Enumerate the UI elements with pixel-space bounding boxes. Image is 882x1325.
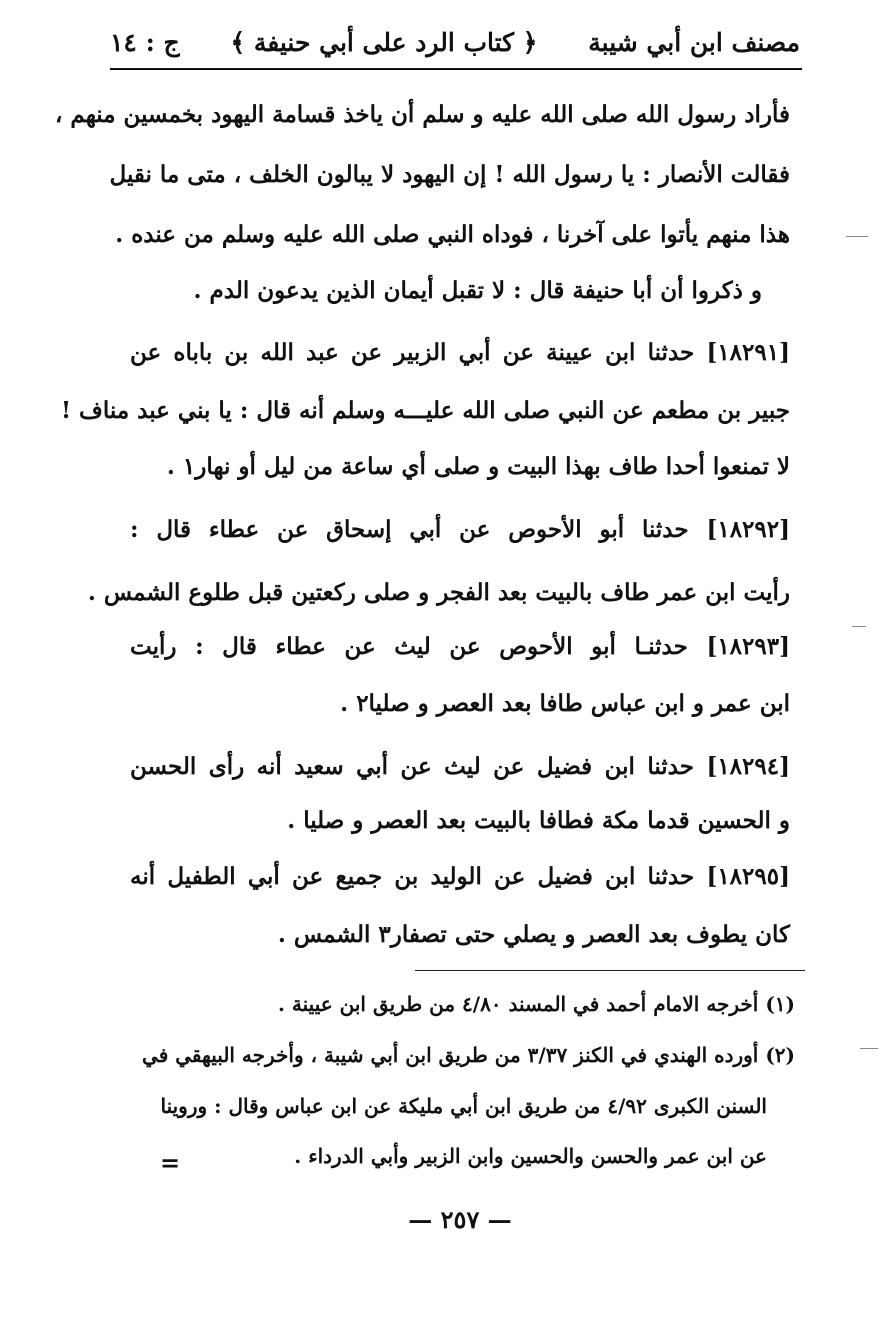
footnote-line: السنن الكبرى ٤/٩٢ من طريق ابن أبي مليكة عن ابن عباس وقال : وروينا xyxy=(160,1094,767,1118)
book-title: مصنف ابن أبي شيبة xyxy=(588,27,800,57)
chapter-title: ﴿ كتاب الرد على أبي حنيفة ﴾ xyxy=(230,27,538,57)
scan-mark xyxy=(852,626,866,627)
hadith-number: [١٨٢٩٥] xyxy=(706,863,790,890)
hadith-line xyxy=(130,326,790,380)
body-line: فقالت الأنصار : يا رسول الله ! إن اليهود لا يبالون الخلف ، متى ما نقيل xyxy=(109,161,790,188)
body-line: ابن عمر و ابن عباس طافا بعد العصر و صليا٢ . xyxy=(340,690,790,717)
hadith-number: [١٨٢٩٤] xyxy=(706,753,790,780)
hadith-text: حدثنا ابن عيينة عن أبي الزبير عن عبد الله بن باباه عن xyxy=(130,339,695,366)
hadith-number: [١٨٢٩٢] xyxy=(706,516,791,543)
page-header xyxy=(110,18,800,66)
body-line: هذا منهم يأتوا على آخرنا ، فوداه النبي صلى الله عليه وسلم من عنده . xyxy=(115,221,790,248)
hadith-text: حدثنا ابن فضيل عن الوليد بن جميع عن أبي الطفيل أنه xyxy=(130,863,695,890)
footnote-line: عن ابن عمر والحسن والحسين وابن الزبير وأبي الدرداء . xyxy=(294,1144,767,1168)
footnote-line: (١) أخرجه الامام أحمد في المسند ٤/٨٠ من طريق ابن عيينة . xyxy=(277,992,795,1016)
footnote-rule xyxy=(415,970,805,971)
body-line: و ذكروا أن أبا حنيفة قال : لا تقبل أيمان الذين يدعون الدم . xyxy=(193,277,762,304)
body-line: رأيت ابن عمر طاف بالبيت بعد الفجر و صلى ركعتين قبل طلوع الشمس . xyxy=(87,579,790,606)
header-rule xyxy=(110,68,802,70)
hadith-text: حدثنـا أبو الأحوص عن ليث عن عطاء قال : رأيت xyxy=(130,633,688,660)
body-line: لا تمنعوا أحدا طاف بهذا البيت و صلى أي ساعة من ليل أو نهار١ . xyxy=(166,453,790,480)
scan-mark xyxy=(860,1048,878,1049)
hadith-line xyxy=(130,503,790,557)
hadith-number: [١٨٢٩٣] xyxy=(706,633,790,660)
body-line: و الحسين قدما مكة فطافا بالبيت بعد العصر و صليا . xyxy=(287,807,790,834)
hadith-text: حدثنا ابن فضيل عن ليث عن أبي سعيد أنه رأى الحسن xyxy=(130,753,694,780)
hadith-number: [١٨٢٩١] xyxy=(706,339,790,366)
page-number: — ٢٥٧ — xyxy=(408,1205,512,1234)
hadith-line xyxy=(130,620,790,674)
scan-mark xyxy=(846,236,868,237)
hadith-text: حدثنا أبو الأحوص عن أبي إسحاق عن عطاء قال : xyxy=(130,516,689,543)
volume-number: ج : ١٤ xyxy=(110,27,180,57)
hadith-line xyxy=(130,740,790,794)
footnote-line: (٢) أورده الهندي في الكنز ٣/٣٧ من طريق ابن أبي شيبة ، وأخرجه البيهقي في xyxy=(142,1043,795,1067)
continuation-mark: = xyxy=(159,1149,181,1177)
body-line: جبير بن مطعم عن النبي صلى الله عليـــه وسلم أنه قال : يا بني عبد مناف ! xyxy=(60,397,790,424)
hadith-line xyxy=(130,850,790,904)
body-line: فأراد رسول الله صلى الله عليه و سلم أن ياخذ قسامة اليهود بخمسين منهم ، xyxy=(54,101,790,128)
body-line: كان يطوف بعد العصر و يصلي حتى تصفار٣ الشمس . xyxy=(277,921,790,948)
